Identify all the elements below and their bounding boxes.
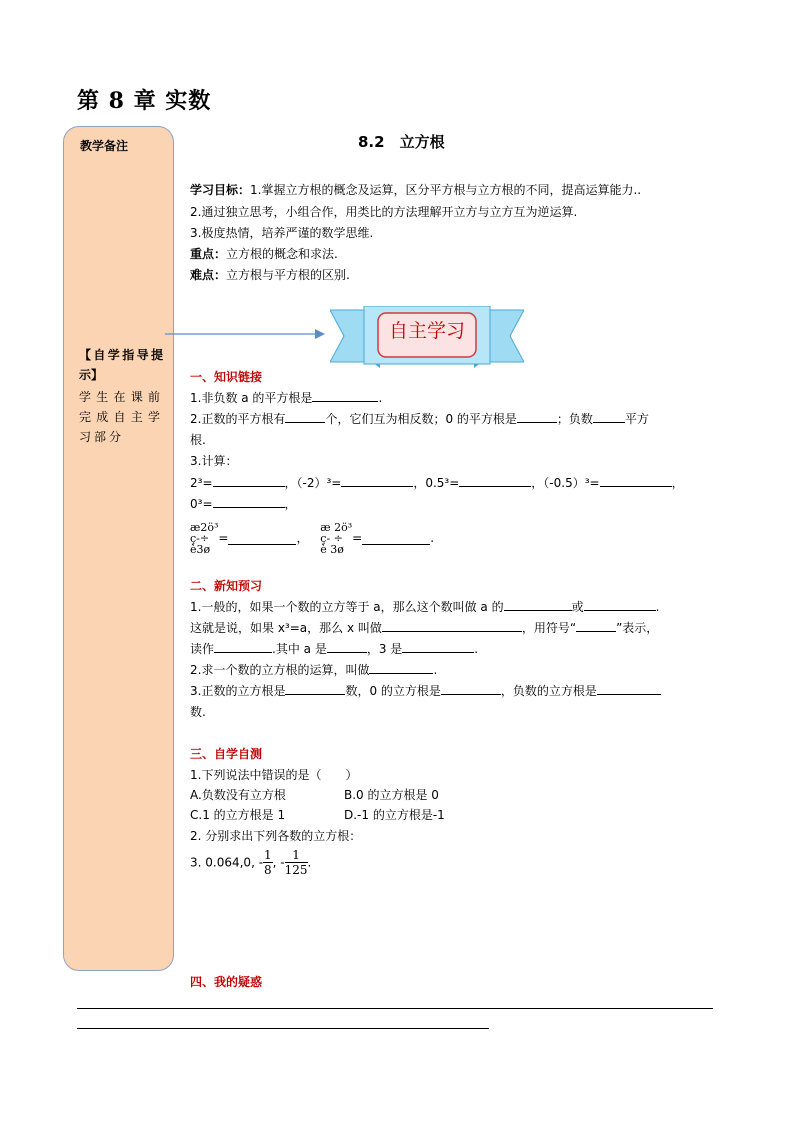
part2-l5-text-c: ，负数的立方根是 [500, 684, 597, 698]
answer-blank[interactable] [285, 410, 325, 423]
part1-q2-text-b: 个，它们互为相反数；0 的平方根是 [325, 412, 517, 426]
expr-top: æ2ö³ [190, 521, 219, 534]
difficult-point-text: 立方根与平方根的区别. [226, 268, 350, 282]
part3-title: 三、自学自测 [190, 747, 263, 761]
expr-mid: ç-÷ [190, 532, 210, 545]
calc-5: 0³= [190, 497, 213, 511]
option-b: B.0 的立方根是 0 [344, 788, 439, 802]
part2-l2-text-a: 这就是说，如果 x³=a，那么 x 叫做 [190, 621, 382, 635]
answer-blank[interactable] [362, 532, 430, 545]
fraction-power-expr-2 [320, 522, 352, 555]
sidebar-hint: 【自学指导提示】 [79, 348, 163, 382]
section-title: 8.2 立方根 [358, 133, 445, 151]
part2-l2-text-b: ，用符号“ [521, 621, 577, 635]
part1-q2 [190, 410, 649, 428]
answer-blank[interactable] [600, 474, 672, 487]
answer-blank[interactable] [213, 474, 285, 487]
answer-blank[interactable] [228, 532, 296, 545]
numerator: 1 [285, 848, 308, 863]
comma: ， [296, 531, 309, 545]
part1-q2-end: 根. [190, 433, 206, 447]
part1-q2-text-c: ；负数 [556, 412, 593, 426]
answer-blank[interactable] [285, 682, 345, 695]
answer-blank[interactable] [213, 495, 285, 508]
answer-blank[interactable] [382, 619, 522, 632]
part1-q2-text-a: 2.正数的平方根有 [190, 412, 286, 426]
chapter-title: 第 8 章 实数 [77, 88, 212, 114]
answer-blank[interactable] [584, 598, 656, 611]
calc-4: ，（-0.5）³= [531, 476, 600, 490]
answer-blank[interactable] [312, 389, 378, 402]
part2-l3-text-c: ，3 是 [366, 642, 403, 656]
expr-mid: ç- ÷ [320, 532, 343, 545]
part2-l5-text-a: 3.正数的立方根是 [190, 684, 286, 698]
fraction-power-expr-1 [190, 522, 218, 555]
calc-row-2 [190, 495, 297, 513]
objective-3: 3.极度热情，培养严谨的数学思维. [190, 226, 374, 240]
answer-blank[interactable] [369, 661, 433, 674]
calc-row-1 [190, 474, 684, 492]
answer-blank[interactable] [441, 682, 501, 695]
key-point-label: 重点： [190, 247, 227, 261]
part1-q1-text: 1.非负数 a 的平方根是 [190, 391, 313, 405]
calc-2: ，（-2）³= [284, 476, 342, 490]
answer-blank[interactable] [597, 682, 661, 695]
numerator: 1 [264, 848, 272, 862]
sidebar-title: 教学备注 [80, 139, 129, 153]
banner-text: 自主学习 [388, 320, 465, 342]
objective-1-text: 1.掌握立方根的概念及运算，区分平方根与立方根的不同，提高运算能力.. [250, 183, 642, 197]
part4-title: 四、我的疑惑 [190, 975, 263, 989]
equals: = [352, 531, 363, 545]
option-a: A.负数没有立方根 [190, 788, 286, 802]
denominator: 125 [284, 863, 308, 877]
expr-top: æ 2ö³ [320, 521, 353, 534]
part2-l1-text-a: 1.一般的，如果一个数的立方等于 a，那么这个数叫做 a 的 [190, 600, 504, 614]
equals: = [218, 531, 229, 545]
part1-q3: 3.计算： [190, 454, 238, 468]
part2-l4-text: 2.求一个数的立方根的运算，叫做 [190, 663, 370, 677]
fraction-one-125th [285, 848, 308, 877]
part3-q3 [190, 848, 311, 877]
part2-l5-text-b: 数，0 的立方根是 [345, 684, 441, 698]
part2-l2-text-c: ”表示， [616, 621, 659, 635]
period: . [474, 642, 479, 656]
calc-1: 2³= [190, 476, 213, 490]
period: . [430, 531, 435, 545]
teaching-notes-sidebar [63, 126, 174, 971]
fraction-one-eighth [263, 848, 273, 877]
part2-l3-text-b: .其中 a 是 [272, 642, 327, 656]
period: . [378, 391, 383, 405]
answer-blank[interactable] [327, 640, 367, 653]
answer-blank[interactable] [402, 640, 474, 653]
part2-l4 [190, 661, 437, 679]
part3-q3-text-c: . [307, 855, 312, 870]
period: . [655, 600, 660, 614]
objectives-label: 学习目标： [190, 183, 251, 197]
denominator: 8 [264, 863, 272, 877]
answer-blank[interactable] [459, 474, 531, 487]
part2-l6: 数. [190, 705, 206, 719]
part3-q3-text-a: 3. 0.064,0, - [190, 855, 264, 870]
answer-blank[interactable] [576, 619, 616, 632]
part2-l2 [190, 619, 658, 637]
part2-l3-text-a: 读作 [190, 642, 215, 656]
calc-row-3 [190, 522, 434, 555]
part3-q1: 1.下列说法中错误的是（ ） [190, 768, 358, 782]
part1-q1 [190, 389, 382, 407]
part2-title: 二、新知预习 [190, 579, 263, 593]
part2-l3 [190, 640, 478, 658]
period: . [433, 663, 438, 677]
part2-l5 [190, 682, 661, 700]
answer-blank[interactable] [341, 474, 413, 487]
comma: ， [284, 497, 297, 511]
difficult-point [190, 266, 350, 284]
expr-bottom: è3ø [190, 543, 211, 556]
option-c: C.1 的立方根是 1 [190, 808, 286, 822]
note-line-2 [77, 1028, 489, 1029]
part3-options-cd [190, 806, 445, 824]
part3-q3-text-b: , - [272, 855, 285, 870]
answer-blank[interactable] [214, 640, 272, 653]
arrow-right-icon [165, 326, 325, 342]
comma: ， [671, 476, 684, 490]
answer-blank[interactable] [593, 410, 625, 423]
part1-q2-text-d: 平方 [624, 412, 649, 426]
expr-bottom: è 3ø [320, 543, 344, 556]
part3-q2: 2. 分别求出下列各数的立方根： [190, 829, 362, 843]
answer-blank[interactable] [504, 598, 572, 611]
calc-3: ，0.5³= [413, 476, 460, 490]
part3-options-ab [190, 786, 439, 804]
option-d: D.-1 的立方根是-1 [344, 808, 445, 822]
part2-l1-text-b: 或 [571, 600, 584, 614]
answer-blank[interactable] [517, 410, 557, 423]
part2-l1 [190, 598, 659, 616]
part1-title: 一、知识链接 [190, 370, 263, 384]
objective-1 [190, 181, 641, 199]
difficult-point-label: 难点： [190, 268, 227, 282]
key-point [190, 245, 338, 263]
note-line-1 [77, 1008, 713, 1009]
sidebar-note: 学生在课前完成自主学习部分 [79, 390, 163, 444]
key-point-text: 立方根的概念和求法. [226, 247, 338, 261]
objective-2: 2.通过独立思考，小组合作，用类比的方法理解开立方与立方互为逆运算. [190, 205, 578, 219]
